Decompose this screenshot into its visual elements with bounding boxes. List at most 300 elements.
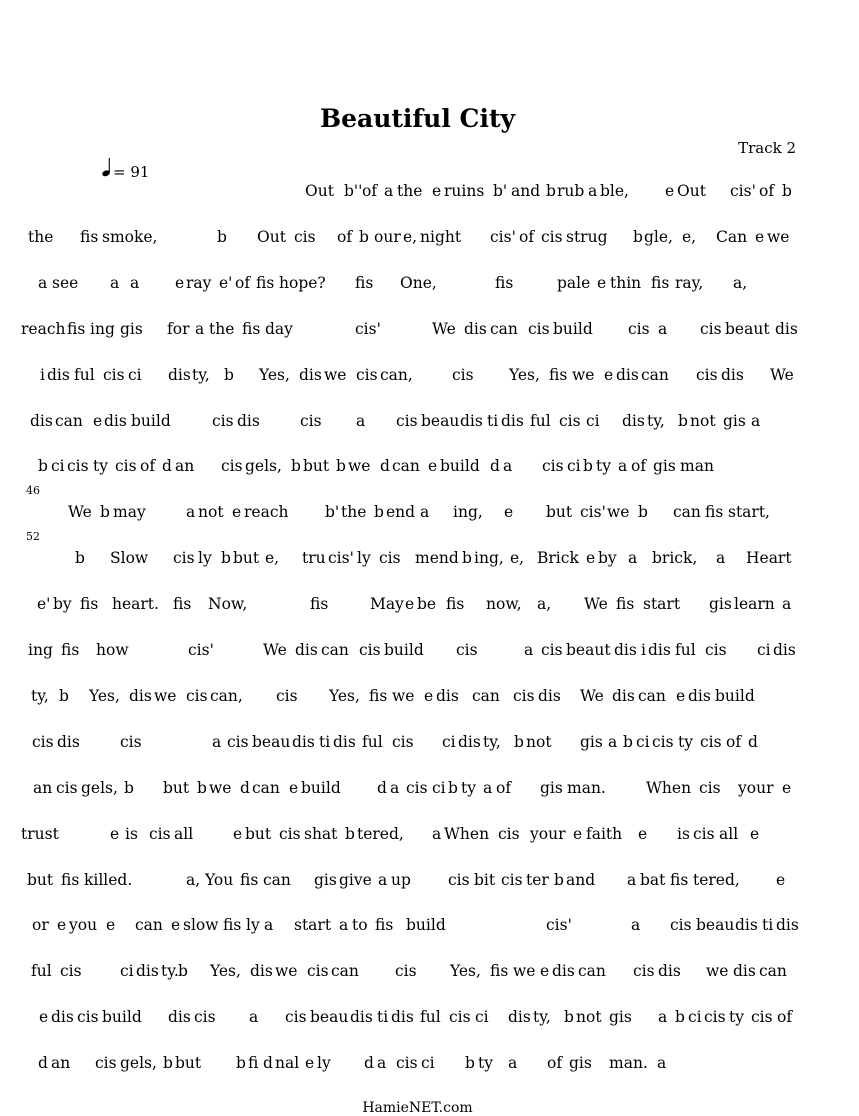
lyric-syllable: can	[135, 916, 163, 935]
lyric-syllable: b	[462, 549, 472, 568]
lyric-syllable: ful	[420, 1008, 441, 1027]
lyric-syllable: heart.	[112, 595, 159, 614]
lyric-syllable: of	[726, 732, 742, 751]
lyric-syllable: dis	[136, 962, 159, 981]
lyric-syllable: e	[755, 227, 765, 246]
lyric-syllable: You	[205, 870, 234, 889]
lyric-syllable: cis	[501, 870, 523, 889]
lyric-syllable: e'	[37, 595, 51, 614]
lyric-syllable: cis	[628, 319, 650, 338]
lyric-syllable: b	[678, 411, 688, 430]
lyric-syllable: cis	[670, 916, 692, 935]
lyric-syllable: build	[102, 1008, 142, 1027]
lyric-syllable: We	[584, 595, 608, 614]
lyric-syllable: the	[28, 227, 54, 246]
lyric-syllable: We	[263, 641, 287, 659]
lyric-syllable: ty	[93, 457, 108, 476]
lyric-syllable: of	[759, 182, 775, 200]
lyric-syllable: b	[554, 870, 564, 889]
lyric-syllable: a	[38, 273, 48, 292]
lyric-syllable: can	[641, 365, 669, 384]
lyric-syllable: fis	[549, 365, 568, 384]
lyric-syllable: fis	[670, 870, 689, 889]
lyric-syllable: i	[641, 641, 646, 659]
lyric-syllable: cis'	[546, 916, 572, 935]
lyric-syllable: ty,	[533, 1008, 551, 1027]
lyric-syllable: ing	[90, 319, 115, 338]
lyric-syllable: b	[465, 1054, 475, 1073]
lyric-syllable: cis	[67, 457, 89, 476]
lyric-syllable: e	[573, 824, 583, 843]
lyric-line	[0, 503, 859, 527]
lyric-syllable: can	[472, 686, 500, 705]
lyric-syllable: b	[100, 503, 110, 522]
lyric-syllable: a	[483, 778, 493, 797]
lyric-syllable: gle,	[644, 227, 673, 246]
lyric-syllable: Yes,	[210, 962, 241, 981]
lyric-syllable: a	[384, 182, 394, 200]
lyric-syllable: beau	[696, 916, 735, 935]
lyric-syllable: fis	[61, 641, 80, 659]
lyric-syllable: dis	[735, 916, 758, 935]
lyric-syllable: cis	[541, 641, 563, 659]
lyric-syllable: Now,	[208, 595, 248, 614]
lyric-syllable: a	[195, 319, 205, 338]
lyric-syllable: dis	[776, 916, 799, 935]
lyric-syllable: cis	[60, 962, 82, 981]
lyric-syllable: build	[715, 686, 755, 705]
lyric-syllable: not	[690, 411, 716, 430]
lyric-syllable: build	[131, 411, 171, 430]
lyric-syllable: b	[236, 1054, 246, 1073]
lyric-syllable: cis	[307, 962, 329, 981]
lyric-syllable: e	[676, 686, 686, 705]
lyric-syllable: e	[776, 870, 786, 889]
lyric-syllable: dis	[616, 365, 639, 384]
lyric-syllable: cis	[294, 227, 316, 246]
lyric-syllable: can	[331, 962, 359, 981]
lyric-syllable: mend	[415, 549, 459, 568]
lyric-syllable: cis'	[188, 641, 214, 659]
lyric-syllable: b''	[344, 182, 363, 200]
lyric-line	[0, 962, 859, 986]
lyric-syllable: Out	[257, 227, 286, 246]
lyric-syllable: smoke,	[102, 227, 158, 246]
lyric-syllable: dis	[501, 411, 524, 430]
lyric-syllable: cis	[32, 732, 54, 751]
lyric-syllable: ful	[31, 962, 52, 981]
lyric-syllable: ful	[530, 411, 551, 430]
lyric-syllable: ci	[586, 411, 600, 430]
lyric-line	[0, 228, 859, 252]
tempo-marking	[101, 157, 149, 181]
lyric-syllable: cis	[633, 962, 655, 981]
lyric-syllable: a	[631, 916, 641, 935]
lyric-syllable: all	[719, 824, 739, 843]
lyric-syllable: build	[440, 457, 480, 476]
lyric-syllable: reach	[21, 319, 66, 338]
lyric-syllable: can,	[380, 365, 413, 384]
lyric-syllable: e,	[403, 227, 418, 246]
lyric-syllable: cis	[221, 457, 243, 476]
lyric-syllable: all	[174, 824, 194, 843]
lyric-syllable: cis'	[355, 319, 381, 338]
lyric-syllable: build	[384, 641, 424, 659]
lyric-syllable: Brick	[537, 549, 579, 568]
lyric-syllable: day	[265, 319, 293, 338]
lyric-syllable: e	[432, 182, 442, 200]
lyric-syllable: a	[628, 549, 638, 568]
tempo-value: = 91	[113, 163, 150, 181]
lyric-syllable: of	[547, 1054, 563, 1073]
lyric-syllable: can,	[210, 686, 243, 705]
lyric-syllable: cis	[452, 365, 474, 384]
lyric-syllable: fis	[80, 595, 99, 614]
lyric-line	[0, 825, 859, 849]
lyric-syllable: dis	[295, 641, 318, 659]
lyric-syllable: a	[508, 1054, 518, 1073]
lyric-syllable: May	[370, 595, 404, 614]
lyric-syllable: dis	[47, 365, 70, 384]
lyric-syllable: cis	[751, 1008, 773, 1027]
lyric-syllable: the	[397, 182, 423, 200]
lyric-syllable: ly	[198, 549, 212, 568]
lyric-syllable: ti	[487, 411, 499, 430]
lyric-syllable: gis	[569, 1054, 592, 1073]
lyric-syllable: cis	[652, 732, 674, 751]
lyric-syllable: but	[175, 1054, 202, 1073]
lyric-syllable: dis	[30, 411, 53, 430]
lyric-syllable: dis	[622, 411, 645, 430]
lyric-syllable: fis	[651, 273, 670, 292]
lyric-syllable: bit	[474, 870, 496, 889]
lyric-syllable: fis	[223, 916, 242, 935]
lyric-syllable: b	[163, 1054, 173, 1073]
lyric-syllable: ty	[678, 732, 693, 751]
lyric-syllable: b	[197, 778, 207, 797]
lyric-syllable: we	[209, 778, 232, 797]
lyric-line	[0, 274, 859, 298]
lyric-syllable: a	[627, 870, 637, 889]
lyric-syllable: a,	[733, 273, 748, 292]
lyric-line	[0, 1054, 859, 1078]
lyric-syllable: cis	[448, 870, 470, 889]
lyric-syllable: dis	[458, 732, 481, 751]
lyric-syllable: dis	[460, 411, 483, 430]
lyric-line	[0, 595, 859, 619]
lyric-syllable: start	[643, 595, 681, 614]
lyric-syllable: e	[175, 273, 185, 292]
lyric-syllable: ray	[186, 273, 212, 292]
measure-number: 46	[26, 484, 40, 497]
lyric-syllable: dis	[51, 1008, 74, 1027]
lyric-syllable: Can	[716, 227, 748, 246]
lyric-syllable: e	[665, 182, 675, 200]
lyric-syllable: ty	[729, 1008, 744, 1027]
lyric-syllable: e	[424, 686, 434, 705]
lyric-syllable: ty.	[161, 962, 179, 981]
lyric-syllable: dis	[57, 732, 80, 751]
lyric-syllable: dis	[508, 1008, 531, 1027]
lyric-line	[0, 549, 859, 573]
lyric-syllable: and	[566, 870, 596, 889]
lyric-syllable: cis	[115, 457, 137, 476]
lyric-syllable: a,	[186, 870, 201, 889]
lyric-syllable: we	[154, 686, 177, 705]
lyric-syllable: slow	[183, 916, 219, 935]
lyric-syllable: ful	[675, 641, 696, 659]
lyric-syllable: to	[352, 916, 368, 935]
lyric-syllable: dis	[250, 962, 273, 981]
lyric-syllable: ful	[362, 732, 383, 751]
lyric-syllable: dis	[775, 319, 798, 338]
lyric-syllable: thin	[610, 273, 642, 292]
lyric-syllable: cis	[359, 641, 381, 659]
lyric-syllable: ter	[526, 870, 549, 889]
lyric-syllable: e	[171, 916, 181, 935]
lyric-line	[0, 687, 859, 711]
song-title: Beautiful City	[319, 104, 516, 133]
lyric-syllable: b	[633, 227, 643, 246]
lyric-syllable: build	[406, 916, 446, 935]
lyric-syllable: ci	[51, 457, 65, 476]
lyric-syllable: ing,	[474, 549, 504, 568]
lyric-syllable: cis	[396, 1054, 418, 1073]
lyric-syllable: cis	[449, 1008, 471, 1027]
lyric-line	[0, 641, 859, 665]
lyric-syllable: can	[759, 962, 787, 981]
lyric-syllable: ti	[377, 1008, 389, 1027]
lyric-syllable: build	[301, 778, 341, 797]
lyric-syllable: beau	[421, 411, 460, 430]
lyric-syllable: ci	[757, 641, 771, 659]
lyric-syllable: ci	[421, 1054, 435, 1073]
lyric-syllable: We	[68, 503, 92, 522]
lyric-syllable: dis	[168, 365, 191, 384]
lyric-syllable: shat	[304, 824, 338, 843]
lyric-syllable: we	[324, 365, 347, 384]
lyric-syllable: fis	[375, 916, 394, 935]
lyric-syllable: cis	[700, 319, 722, 338]
lyric-syllable: fis	[61, 870, 80, 889]
lyric-syllable: ci	[688, 1008, 702, 1027]
lyric-syllable: or	[32, 916, 49, 935]
lyric-syllable: e	[39, 1008, 49, 1027]
lyric-syllable: b	[221, 549, 231, 568]
lyric-syllable: Yes,	[89, 686, 120, 705]
lyric-syllable: cis	[396, 411, 418, 430]
lyric-syllable: cis	[212, 411, 234, 430]
lyric-syllable: ty,	[647, 411, 665, 430]
lyric-syllable: cis	[541, 227, 563, 246]
lyric-syllable: cis	[103, 365, 125, 384]
lyric-syllable: your	[530, 824, 566, 843]
lyric-syllable: Heart	[746, 549, 792, 568]
lyric-syllable: b	[564, 1008, 574, 1027]
lyric-syllable: a	[378, 870, 388, 889]
lyric-syllable: ing	[28, 641, 53, 659]
lyric-syllable: dis	[658, 962, 681, 981]
lyric-syllable: man.	[567, 778, 606, 797]
lyric-syllable: b	[546, 182, 556, 200]
lyric-syllable: of	[777, 1008, 793, 1027]
lyric-syllable: cis	[705, 641, 727, 659]
lyric-syllable: Yes,	[509, 365, 540, 384]
lyric-syllable: dis	[688, 686, 711, 705]
lyric-syllable: e	[232, 503, 242, 522]
lyric-syllable: but	[233, 549, 260, 568]
lyric-syllable: b	[336, 457, 346, 476]
lyric-syllable: e'	[219, 273, 233, 292]
lyric-syllable: tered,	[693, 870, 740, 889]
lyric-syllable: ly	[246, 916, 260, 935]
lyric-syllable: fis	[67, 319, 86, 338]
lyric-syllable: is	[125, 824, 138, 843]
lyric-syllable: gis	[723, 411, 746, 430]
lyric-syllable: tered,	[357, 824, 404, 843]
lyric-syllable: a,	[537, 595, 552, 614]
lyric-syllable: dis	[612, 686, 635, 705]
lyric-syllable: fis	[240, 870, 259, 889]
lyric-syllable: ci	[442, 732, 456, 751]
lyric-syllable: cis	[173, 549, 195, 568]
lyric-syllable: cis	[120, 732, 142, 751]
lyric-syllable: Slow	[110, 549, 149, 568]
lyric-syllable: we	[348, 457, 371, 476]
lyric-syllable: Out	[677, 182, 706, 200]
lyric-syllable: e	[233, 824, 243, 843]
lyric-syllable: ty	[461, 778, 476, 797]
lyric-syllable: is	[677, 824, 690, 843]
quarter-note-icon	[101, 157, 111, 181]
lyric-syllable: but	[303, 457, 330, 476]
lyric-syllable: ty,	[31, 686, 49, 705]
lyric-syllable: by	[598, 549, 617, 568]
lyric-syllable: start	[294, 916, 332, 935]
lyric-syllable: dis	[104, 411, 127, 430]
lyric-line	[0, 1008, 859, 1032]
lyric-syllable: gels,	[245, 457, 282, 476]
lyric-syllable: cis	[699, 778, 721, 797]
lyric-syllable: d	[240, 778, 250, 797]
lyric-syllable: dis	[350, 1008, 373, 1027]
lyric-syllable: see	[52, 273, 79, 292]
lyric-syllable: b	[75, 549, 85, 568]
lyric-syllable: not	[198, 503, 224, 522]
lyric-syllable: a	[716, 549, 726, 568]
lyric-syllable: you	[69, 916, 98, 935]
lyric-syllable: bat	[640, 870, 666, 889]
lyric-syllable: e	[604, 365, 614, 384]
lyric-syllable: a	[264, 916, 274, 935]
lyric-syllable: night	[420, 227, 462, 246]
lyric-syllable: a	[390, 778, 400, 797]
lyric-syllable: cis	[700, 732, 722, 751]
lyric-syllable: cis	[300, 411, 322, 430]
lyric-syllable: pale	[557, 273, 591, 292]
lyric-syllable: by	[53, 595, 72, 614]
lyric-syllable: cis	[542, 457, 564, 476]
lyric-syllable: but	[546, 503, 573, 522]
lyric-syllable: fis	[495, 273, 514, 292]
lyric-syllable: ci	[636, 732, 650, 751]
lyric-syllable: cis	[395, 962, 417, 981]
lyric-syllable: gis	[580, 732, 603, 751]
lyric-syllable: cis	[95, 1054, 117, 1073]
lyric-syllable: can	[673, 503, 701, 522]
lyric-syllable: can	[392, 457, 420, 476]
lyric-syllable: fis	[369, 686, 388, 705]
lyric-syllable: cis	[528, 319, 550, 338]
lyric-syllable: cis'	[580, 503, 606, 522]
lyric-syllable: gels,	[120, 1054, 157, 1073]
lyric-syllable: e	[405, 595, 415, 614]
lyric-syllable: e	[540, 962, 550, 981]
lyric-syllable: of	[519, 227, 535, 246]
lyric-syllable: e	[782, 778, 792, 797]
lyric-syllable: d	[748, 732, 758, 751]
lyric-syllable: man	[680, 457, 714, 476]
lyric-syllable: but	[27, 870, 54, 889]
lyric-syllable: a	[339, 916, 349, 935]
lyric-syllable: a	[751, 411, 761, 430]
lyric-syllable: a	[249, 1008, 259, 1027]
lyric-syllable: ci	[120, 962, 134, 981]
lyric-syllable: but	[245, 824, 272, 843]
lyric-syllable: b	[124, 778, 134, 797]
lyric-syllable: we	[513, 962, 536, 981]
lyric-syllable: e,	[265, 549, 280, 568]
lyric-syllable: man.	[609, 1054, 648, 1073]
lyric-syllable: d	[377, 778, 387, 797]
lyric-syllable: dis	[648, 641, 671, 659]
lyric-syllable: dis	[538, 686, 561, 705]
lyric-syllable: of	[235, 273, 251, 292]
lyric-syllable: e,	[510, 549, 525, 568]
lyric-syllable: b	[374, 503, 384, 522]
lyric-syllable: Yes,	[259, 365, 290, 384]
lyric-syllable: cis	[704, 1008, 726, 1027]
lyric-syllable: our	[374, 227, 401, 246]
lyric-syllable: b'	[493, 182, 508, 200]
lyric-syllable: We	[770, 365, 794, 384]
lyric-syllable: d	[380, 457, 390, 476]
lyric-syllable: gis	[540, 778, 563, 797]
lyric-syllable: dis	[292, 732, 315, 751]
lyric-syllable: fis	[80, 227, 99, 246]
lyric-syllable: give	[339, 870, 372, 889]
lyric-syllable: a	[186, 503, 196, 522]
lyric-syllable: cis'	[328, 549, 354, 568]
lyric-syllable: fis	[173, 595, 192, 614]
lyric-syllable: cis	[392, 732, 414, 751]
lyric-syllable: ly	[317, 1054, 331, 1073]
lyric-line	[0, 320, 859, 344]
lyric-syllable: e	[110, 824, 120, 843]
lyric-syllable: b	[583, 457, 593, 476]
lyric-syllable: e	[57, 916, 67, 935]
lyric-syllable: beau	[310, 1008, 349, 1027]
lyric-syllable: cis	[456, 641, 478, 659]
lyric-syllable: fis	[242, 319, 261, 338]
lyric-syllable: can	[638, 686, 666, 705]
lyric-syllable: can	[490, 319, 518, 338]
lyric-syllable: ci	[567, 457, 581, 476]
lyric-syllable: can	[263, 870, 291, 889]
lyric-syllable: ty,	[192, 365, 210, 384]
lyric-syllable: now,	[486, 595, 522, 614]
lyric-syllable: b	[178, 962, 188, 981]
